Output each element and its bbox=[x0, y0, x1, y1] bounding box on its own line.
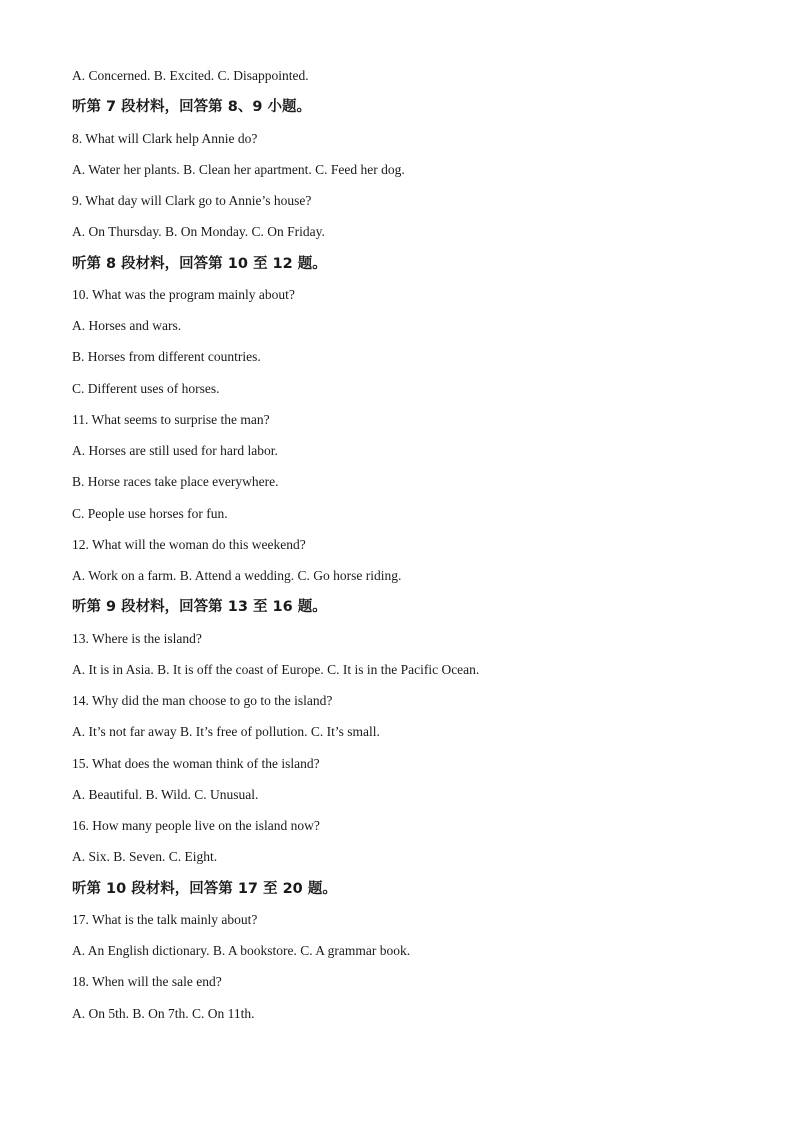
question-line: 8. What will Clark help Annie do? bbox=[72, 130, 258, 146]
question-line: 15. What does the woman think of the island? bbox=[72, 755, 320, 771]
options-line: A. It’s not far away B. It’s free of pollution. C. It’s small. bbox=[72, 724, 380, 740]
options-line: C. People use horses for fun. bbox=[72, 505, 228, 521]
options-line: B. Horses from different countries. bbox=[72, 349, 261, 365]
section-heading: 听第 10 段材料，回答第 17 至 20 题。 bbox=[72, 880, 337, 897]
options-line: A. On 5th. B. On 7th. C. On 11th. bbox=[72, 1005, 255, 1021]
question-line: 16. How many people live on the island now? bbox=[72, 818, 320, 833]
question-line: 10. What was the program mainly about? bbox=[72, 286, 295, 302]
options-line: B. Horse races take place everywhere. bbox=[72, 474, 279, 490]
question-line: 12. What will the woman do this weekend? bbox=[72, 536, 306, 552]
options-line: A. On Thursday. B. On Monday. C. On Friday. bbox=[72, 224, 325, 240]
options-line: A. An English dictionary. B. A bookstore. C. A grammar book. bbox=[72, 943, 411, 958]
document-page bbox=[72, 62, 722, 1031]
options-line: C. Different uses of horses. bbox=[72, 380, 220, 396]
section-heading: 听第 8 段材料，回答第 10 至 12 题。 bbox=[72, 255, 327, 272]
question-line: 11. What seems to surprise the man? bbox=[72, 411, 270, 427]
options-line: A. Beautiful. B. Wild. C. Unusual. bbox=[72, 786, 259, 802]
section-heading: 听第 9 段材料，回答第 13 至 16 题。 bbox=[72, 599, 327, 616]
question-line: 9. What day will Clark go to Annie’s house? bbox=[72, 193, 312, 208]
options-line: A. Work on a farm. B. Attend a wedding. C. Go horse riding. bbox=[72, 568, 402, 583]
options-line: A. Horses are still used for hard labor. bbox=[72, 443, 278, 458]
question-line: 14. Why did the man choose to go to the island? bbox=[72, 693, 333, 708]
options-line: A. Concerned. B. Excited. C. Disappointed. bbox=[72, 68, 309, 83]
question-line: 18. When will the sale end? bbox=[72, 974, 222, 990]
options-line: A. Six. B. Seven. C. Eight. bbox=[72, 849, 218, 865]
section-heading: 听第 7 段材料，回答第 8、9 小题。 bbox=[72, 99, 311, 116]
question-line: 13. Where is the island? bbox=[72, 630, 202, 646]
options-line: A. Water her plants. B. Clean her apartment. C. Feed her dog. bbox=[72, 161, 405, 177]
question-line: 17. What is the talk mainly about? bbox=[72, 911, 258, 927]
options-line: A. Horses and wars. bbox=[72, 318, 182, 333]
options-line: A. It is in Asia. B. It is off the coast of Europe. C. It is in the Pacific Ocean. bbox=[72, 661, 480, 677]
